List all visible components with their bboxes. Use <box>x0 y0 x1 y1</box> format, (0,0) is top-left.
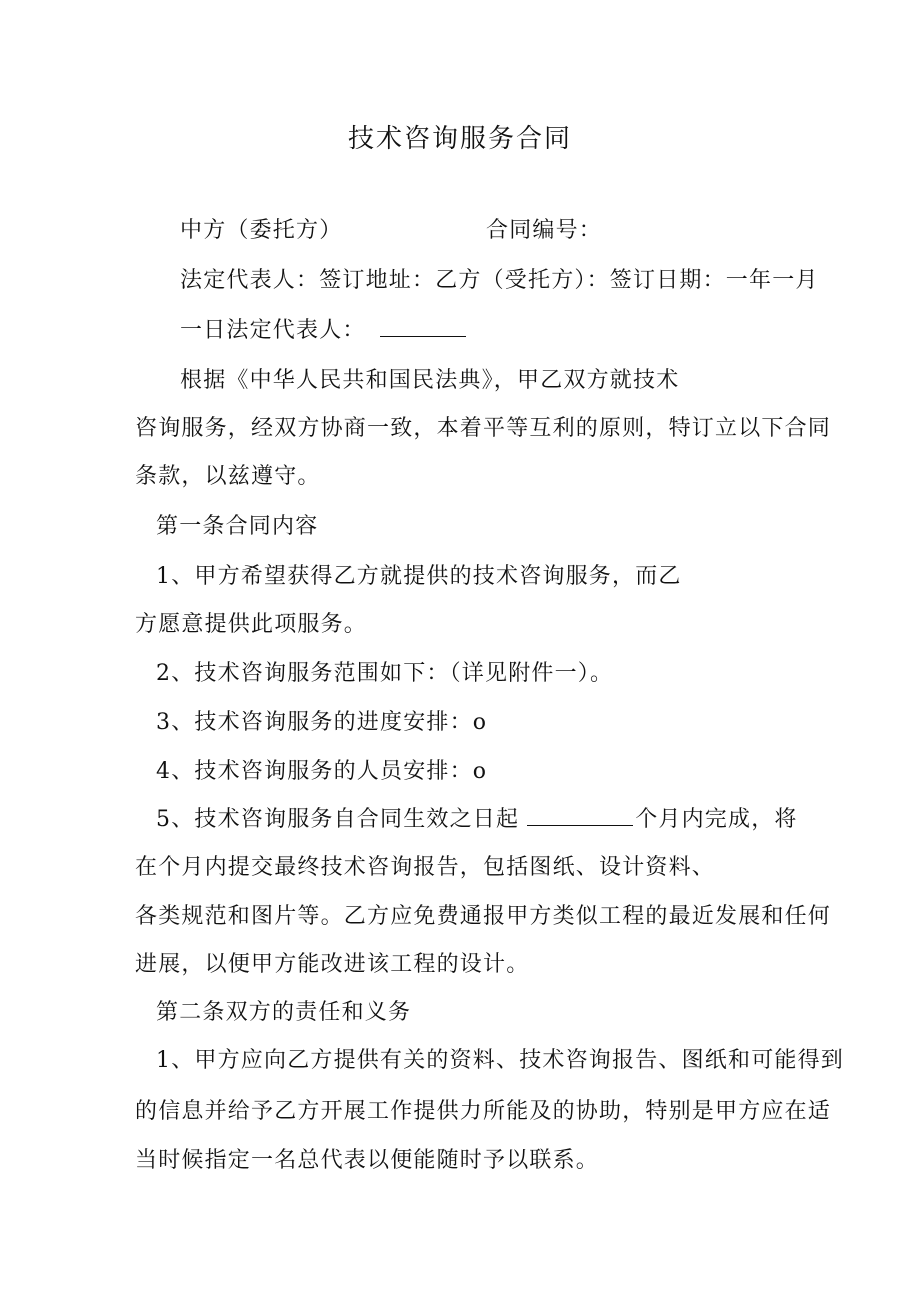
contract-number-label: 合同编号： <box>486 218 603 243</box>
article-2-item-1-line-1: 1、甲方应向乙方提供有关的资料、技术咨询报告、图纸和可能得到 <box>156 1048 844 1073</box>
article-1-item-3: 3、技术咨询服务的进度安排：o <box>156 710 488 735</box>
header-representative-line <box>180 316 466 346</box>
representative-blank <box>380 335 466 337</box>
article-1-item-5-line-2: 在个月内提交最终技术咨询报告，包括图纸、设计资料、 <box>135 855 716 880</box>
article-2-item-1-line-3: 当时候指定一名总代表以便能随时予以联系。 <box>135 1148 600 1173</box>
article-2-item-1-line-2: 的信息并给予乙方开展工作提供力所能及的协助，特别是甲方应在适 <box>135 1099 832 1124</box>
article-1-item-2: 2、技术咨询服务范围如下：（详见附件一）。 <box>156 661 614 686</box>
contract-title: 技术咨询服务合同 <box>347 124 572 154</box>
preamble-line-1: 根据《中华人民共和国民法典》，甲乙双方就技术 <box>180 368 680 393</box>
article-1-item-5-line-3: 各类规范和图片等。乙方应免费通报甲方类似工程的最近发展和任何 <box>135 904 832 929</box>
item-5-text-after-blank: 个月内完成，将 <box>635 807 798 832</box>
article-1-item-5-line-1 <box>156 805 798 835</box>
preamble-line-2: 咨询服务，经双方协商一致，本着平等互利的原则，特订立以下合同 <box>135 416 832 441</box>
representative-label: 一日法定代表人： <box>180 318 366 343</box>
article-2-heading: 第二条双方的责任和义务 <box>156 1000 412 1025</box>
article-1-item-4: 4、技术咨询服务的人员安排：o <box>156 759 488 784</box>
article-1-item-1-line-1: 1、甲方希望获得乙方就提供的技术咨询服务，而乙 <box>156 564 682 589</box>
item-5-text-before-blank: 5、技术咨询服务自合同生效之日起 <box>156 807 520 832</box>
article-1-item-5-line-4: 进展，以便甲方能改进该工程的设计。 <box>135 952 530 977</box>
months-blank <box>527 824 633 826</box>
article-1-heading: 第一条合同内容 <box>156 514 319 539</box>
party-a-label: 中方（委托方） <box>180 218 343 243</box>
preamble-line-3: 条款，以兹遵守。 <box>135 464 321 489</box>
article-1-item-1-line-2: 方愿意提供此项服务。 <box>135 612 368 637</box>
header-signing-line: 法定代表人：签订地址：乙方（受托方）：签订日期：一年一月 <box>180 268 819 293</box>
